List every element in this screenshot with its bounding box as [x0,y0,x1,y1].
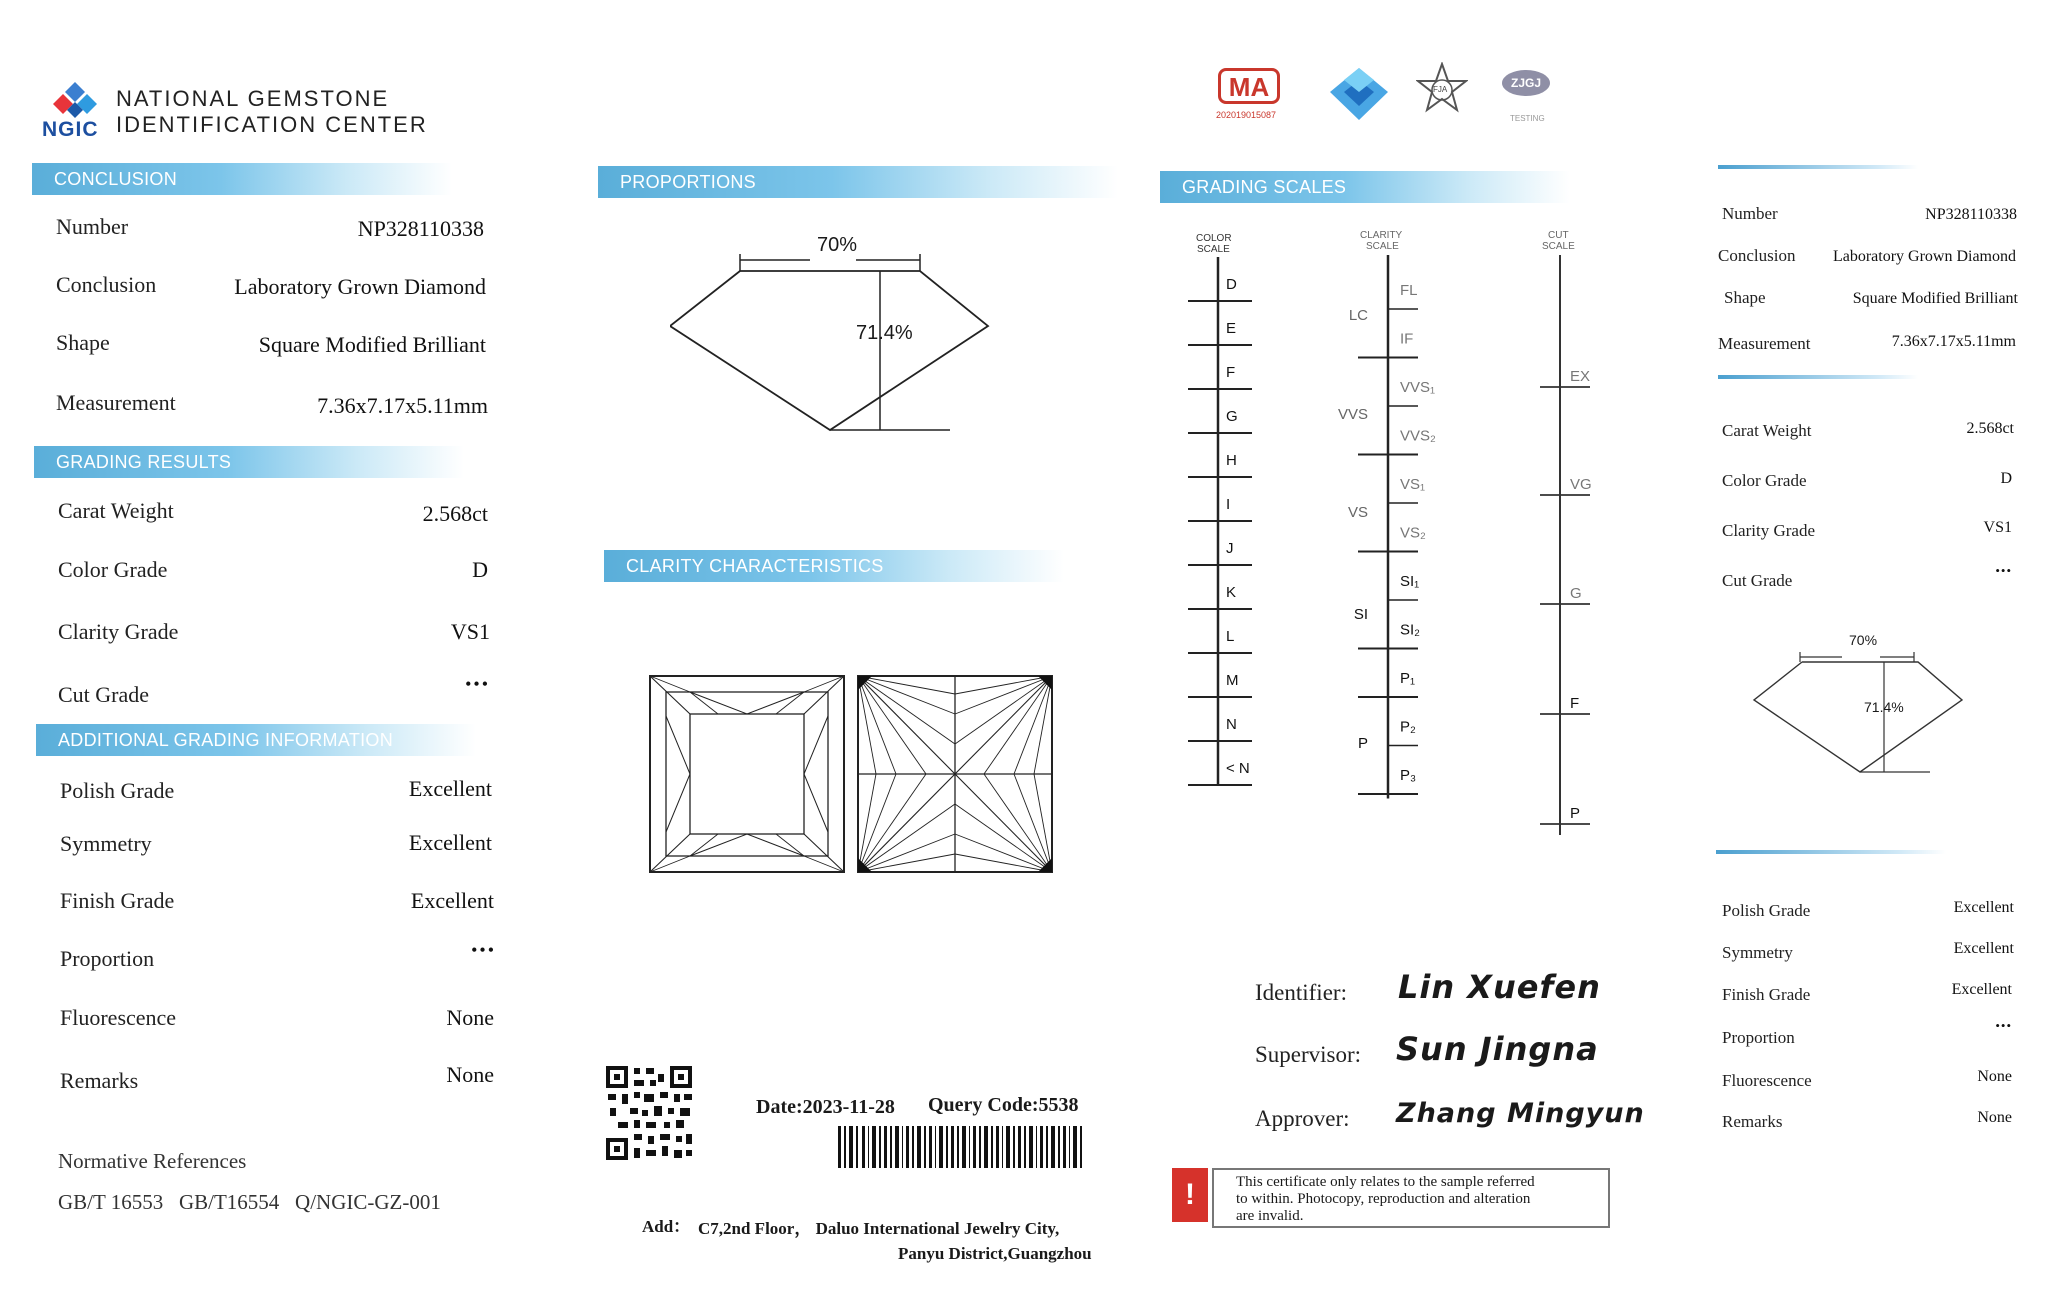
summary-divider-3 [1716,850,1946,854]
summary-polish-label: Polish Grade [1722,901,1811,920]
summary-cut-label: Cut Grade [1722,571,1793,590]
carat-label: Carat Weight [58,498,174,523]
carat-value: 2.568ct [422,501,488,526]
summary-carat-value: 2.568ct [1966,420,2014,437]
shape-value: Square Modified Brilliant [258,332,486,357]
color-grade-mark: < N [1226,760,1250,777]
symmetry-label: Symmetry [60,831,152,856]
color-grade-label: Color Grade [58,557,168,582]
grading-scales-banner: GRADING SCALES [1160,171,1570,203]
summary-measurement-label: Measurement [1718,334,1811,353]
color-scale-title-1: COLOR [1196,233,1232,244]
summary-color-value: D [2000,470,2012,487]
conclusion-banner: CONCLUSION [32,163,452,195]
color-grade-mark: K [1226,584,1237,601]
fluorescence-value: None [446,1005,494,1030]
color-grade-mark: H [1226,452,1237,469]
fja-text: FJA [1433,85,1448,94]
clarity-group-mark: LC [1348,307,1368,324]
clarity-group-mark: SI [1353,606,1368,623]
clarity-scale-title-2: SCALE [1366,241,1399,252]
remarks-value: None [446,1062,494,1087]
summary-conclusion-label: Conclusion [1718,246,1796,265]
cma-number: 202019015087 [1216,110,1277,120]
grading-results-banner: GRADING RESULTS [34,446,464,478]
warning-line3: are invalid. [1236,1208,1304,1224]
summary-table-percent: 70% [1849,632,1878,648]
summary-conclusion-value: Laboratory Grown Diamond [1832,248,2016,265]
conclusion-value: Laboratory Grown Diamond [234,274,486,299]
proportion-value: ••• [471,940,496,960]
summary-remarks-value: None [1977,1109,2012,1126]
summary-divider-2 [1718,375,1918,379]
clarity-grade-mark: FL [1400,282,1418,299]
color-grade-value: D [472,557,488,582]
clarity-grade-mark: P₁ [1400,670,1416,687]
summary-proportion-diagram [1752,632,1972,780]
summary-finish-label: Finish Grade [1722,985,1811,1004]
diamond-logo-icon [52,80,98,118]
shape-label: Shape [56,330,110,355]
finish-label: Finish Grade [60,888,175,913]
proportion-diagram [670,230,1000,440]
clarity-group-mark: P [1357,735,1368,752]
clarity-scale-title-1: CLARITY [1360,230,1403,241]
clarity-characteristics-banner: CLARITY CHARACTERISTICS [604,550,1064,582]
summary-number-value: NP328110338 [1925,206,2017,223]
depth-percent: 71.4% [856,322,913,344]
cma-badge [1210,68,1290,124]
warning-icon: ! [1172,1168,1208,1222]
clarity-grade-label: Clarity Grade [58,619,179,644]
clarity-grade-mark: P₃ [1400,767,1417,784]
address-line1: C7,2nd Floor， Daluo International Jewelry City, [698,1219,1060,1238]
summary-polish-value: Excellent [1953,899,2014,916]
clarity-group-mark: VS [1347,504,1368,521]
identifier-signature: Lin Xuefen [1398,968,1601,1006]
number-label: Number [56,214,129,239]
address-label: Add： [642,1217,691,1236]
cut-scale-title-1: CUT [1548,230,1569,241]
summary-shape-label: Shape [1724,288,1766,307]
normative-refs: GB/T 16553 GB/T16554 Q/NGIC-GZ-001 [58,1190,441,1214]
identifier-label: Identifier: [1255,980,1347,1005]
pavilion-plot [856,674,1054,874]
number-value: NP328110338 [357,216,484,241]
color-grade-mark: F [1226,364,1236,381]
address-line2: Panyu District,Guangzhou [898,1244,1092,1263]
conclusion-label: Conclusion [56,272,157,297]
warning-line1: This certificate only relates to the sample referred [1236,1174,1535,1190]
certification-badges [1210,62,1560,128]
cut-grade-value: ••• [465,674,490,694]
symmetry-value: Excellent [408,830,492,855]
polish-label: Polish Grade [60,778,175,803]
warning-line2: to within. Photocopy, reproduction and alteration [1236,1191,1531,1207]
summary-divider-1 [1718,165,1918,169]
clarity-grade-mark: SI₁ [1400,573,1420,590]
ngic-diamond-badge-icon [1328,66,1390,122]
color-grade-mark: E [1226,320,1237,337]
supervisor-signature: Sun Jingna [1396,1030,1599,1068]
cut-grade-mark: VG [1570,476,1592,493]
summary-cut-value: ••• [1995,563,2012,578]
summary-shape-value: Square Modified Brilliant [1852,290,2018,307]
summary-clarity-value: VS1 [1983,519,2012,536]
color-grade-mark: D [1226,276,1237,293]
summary-fluorescence-value: None [1977,1068,2012,1085]
remarks-label: Remarks [60,1068,139,1093]
zjgj-badge [1496,68,1556,126]
table-percent: 70% [817,234,858,256]
additional-banner: ADDITIONAL GRADING INFORMATION [36,724,476,756]
summary-color-label: Color Grade [1722,471,1807,490]
color-grade-mark: G [1226,408,1238,425]
summary-measurement-value: 7.36x7.17x5.11mm [1891,333,2016,350]
summary-symmetry-label: Symmetry [1722,943,1793,962]
proportions-banner: PROPORTIONS [598,166,1118,198]
summary-fluorescence-label: Fluorescence [1722,1071,1812,1090]
finish-value: Excellent [410,888,494,913]
color-scale-title-2: SCALE [1197,244,1230,255]
clarity-grade-mark: IF [1400,330,1414,348]
zjgj-text: ZJGJ [1502,70,1550,96]
fja-badge [1416,62,1468,120]
color-grade-mark: I [1226,496,1231,513]
barcode [838,1126,1082,1168]
query-code-text: Query Code:5538 [928,1094,1079,1116]
summary-proportion-label: Proportion [1722,1028,1795,1047]
summary-clarity-label: Clarity Grade [1722,521,1815,540]
polish-value: Excellent [408,776,492,801]
cut-grade-mark: G [1570,585,1582,602]
cut-grade-mark: EX [1570,368,1591,385]
clarity-grade-mark: VVS₁ [1400,379,1436,396]
clarity-grade-value: VS1 [450,619,490,644]
logo-line1: NATIONAL GEMSTONE [116,86,390,111]
qr-code [604,1064,694,1162]
clarity-grade-mark: VS₂ [1400,524,1426,542]
clarity-grade-mark: VVS₂ [1400,427,1436,445]
zjgj-sub: TESTING [1510,114,1545,123]
ngic-logo [42,80,462,144]
cut-scale-title-2: SCALE [1542,241,1575,252]
warning-notice [1172,1164,1612,1230]
clarity-grade-mark: VS₁ [1400,476,1426,493]
summary-remarks-label: Remarks [1722,1112,1783,1131]
summary-finish-value: Excellent [1951,981,2012,998]
grading-scales-chart [1170,225,1630,845]
summary-symmetry-value: Excellent [1953,940,2014,957]
approver-signature: Zhang Mingyun [1396,1098,1645,1129]
crown-plot [648,674,846,874]
summary-depth-percent: 71.4% [1864,699,1904,715]
fluorescence-label: Fluorescence [60,1005,177,1030]
color-grade-mark: M [1226,672,1239,689]
summary-number-label: Number [1722,204,1778,223]
proportion-label: Proportion [60,946,155,971]
measurement-value: 7.36x7.17x5.11mm [317,393,488,418]
clarity-grade-mark: SI₂ [1400,621,1420,639]
clarity-grade-mark: P₂ [1400,718,1416,736]
summary-proportion-value: ••• [1995,1018,2012,1033]
color-grade-mark: L [1226,628,1235,645]
clarity-group-mark: VVS [1337,406,1368,423]
logo-line2: IDENTIFICATION CENTER [116,112,428,137]
cut-grade-mark: P [1570,805,1581,822]
logo-abbr: NGIC [42,118,99,141]
normative-title: Normative References [58,1149,247,1173]
cut-grade-label: Cut Grade [58,682,150,707]
cma-text: MA [1218,68,1280,104]
cut-grade-mark: F [1570,695,1580,712]
date-text: Date:2023-11-28 [756,1096,895,1118]
summary-carat-label: Carat Weight [1722,421,1812,440]
color-grade-mark: J [1226,540,1234,557]
approver-label: Approver: [1255,1106,1350,1131]
measurement-label: Measurement [56,390,176,415]
supervisor-label: Supervisor: [1255,1042,1362,1067]
color-grade-mark: N [1226,716,1237,733]
